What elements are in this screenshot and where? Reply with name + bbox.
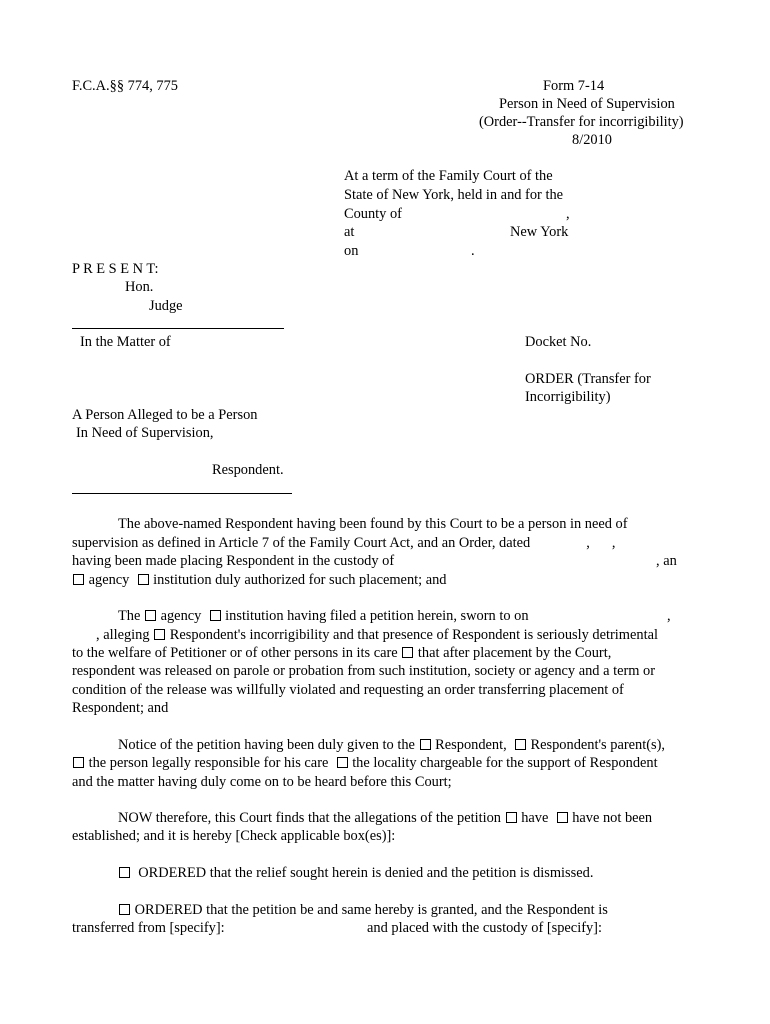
p1-line-3-end: , an [656,553,677,569]
petitioner-institution-checkbox[interactable] [210,610,221,621]
person-line-2: In Need of Supervision, [76,425,214,441]
form-subtitle: (Order--Transfer for incorrigibility) [479,114,684,130]
court-line-2: State of New York, held in and for the [344,187,564,203]
person-line-1: A Person Alleged to be a Person [72,407,258,423]
statute-citation: F.C.A.§§ 774, 775 [72,78,178,94]
state-name: New York [510,224,569,240]
p5-line: ORDERED that the relief sought herein is denied and the petition is dismissed. [118,864,593,882]
allegations-not-established-checkbox[interactable] [557,812,568,823]
form-number: Form 7-14 [543,78,605,94]
form-date: 8/2010 [572,132,612,148]
p2-line-5: condition of the release was willfully violated and requesting an order transferring placement of [72,682,624,698]
docket-label: Docket No. [525,334,592,350]
caption-bottom-rule [72,493,292,494]
grant-petition-checkbox[interactable] [119,904,130,915]
dismiss-petition-checkbox[interactable] [119,867,130,878]
p2-line-4: respondent was released on parole or probation from such institution, society or agency and a term or [72,663,656,679]
on-label: on [344,243,359,259]
order-title-line-2: Incorrigibility) [525,389,611,405]
petitioner-agency-checkbox[interactable] [145,610,156,621]
respondent-label: Respondent. [212,462,284,478]
county-label: County of [344,206,402,222]
notice-parent-checkbox[interactable] [515,739,526,750]
p1-line-2: supervision as defined in Article 7 of the Family Court Act, and an Order, dated , , [72,535,616,551]
agency-checkbox[interactable] [73,574,84,585]
notice-respondent-checkbox[interactable] [420,739,431,750]
p6-line-1: ORDERED that the petition be and same hereby is granted, and the Respondent is [118,901,608,919]
notice-locality-checkbox[interactable] [337,757,348,768]
form-title: Person in Need of Supervision [499,96,675,112]
county-comma: , [566,206,570,222]
allegations-established-checkbox[interactable] [506,812,517,823]
notice-responsible-person-checkbox[interactable] [73,757,84,768]
p1-line-1: The above-named Respondent having been found by this Court to be a person in need of [118,516,628,532]
p4-line-1: NOW therefore, this Court finds that the allegations of the petition have have not been [118,810,653,826]
p2-line-6: Respondent; and [72,700,169,716]
p6-line-2b: and placed with the custody of [specify]: [367,920,602,936]
order-title-line-1: ORDER (Transfer for [525,371,651,387]
judge-label: Judge [149,298,183,314]
p2-line-1-end: , [667,608,671,624]
court-line-1: At a term of the Family Court of the [344,168,553,184]
p2-line-3: to the welfare of Petitioner or of other persons in its care that after placement by the Court, [72,645,612,661]
caption-top-rule [72,328,284,329]
p2-line-2: , alleging Respondent's incorrigibility and that presence of Respondent is seriously detrimental [96,627,658,643]
institution-checkbox[interactable] [138,574,149,585]
on-period: . [471,243,475,259]
p3-line-3: and the matter having duly come on to be heard before this Court; [72,774,452,790]
p6-line-2a: transferred from [specify]: [72,920,225,936]
at-label: at [344,224,355,240]
present-label: P R E S E N T: [72,261,159,277]
p2-line-1: The agency institution having filed a petition herein, sworn to on [118,608,529,624]
p3-line-2: the person legally responsible for his care the locality chargeable for the support of Respondent [72,754,658,772]
p4-line-2: established; and it is hereby [Check applicable box(es)]: [72,828,396,844]
parole-violation-checkbox[interactable] [402,647,413,658]
p3-line-1: Notice of the petition having been duly given to the Respondent, Respondent's parent(s), [118,737,665,753]
matter-label: In the Matter of [80,334,171,350]
hon-label: Hon. [125,279,154,295]
p1-line-4: agency institution duly authorized for such placement; and [72,571,447,589]
incorrigibility-checkbox[interactable] [154,629,165,640]
p1-line-3: having been made placing Respondent in the custody of [72,553,395,569]
